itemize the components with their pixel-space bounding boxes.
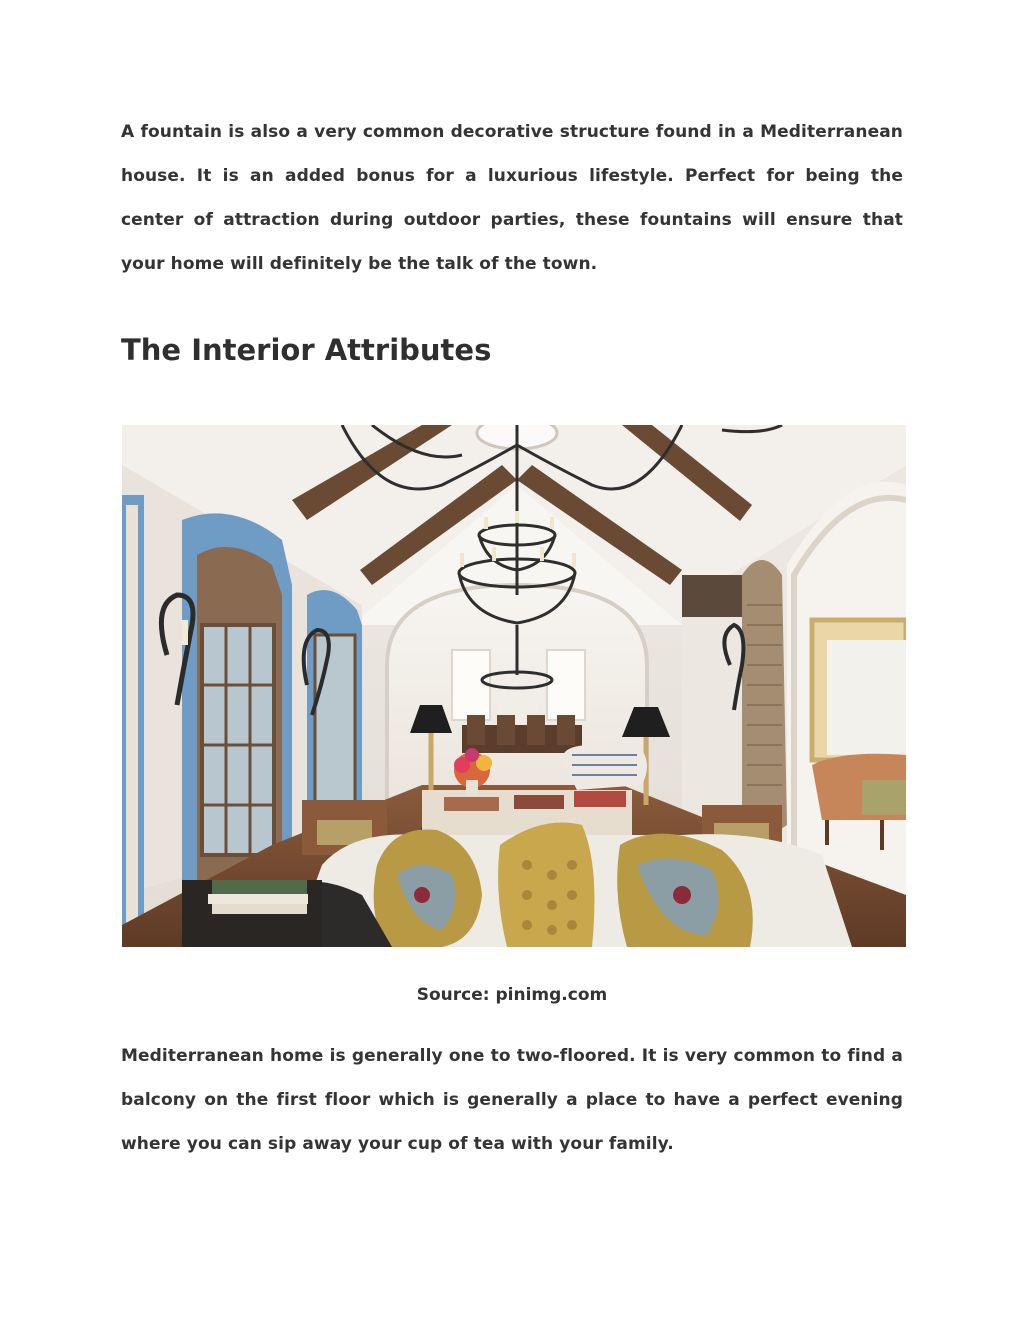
body-paragraph: Mediterranean home is generally one to two-floored. It is very common to find a balcony on the first floor which is generally a place to have a perfect evening where you can sip away your cup of tea with your family. [121, 1046, 903, 1154]
interior-photo [122, 425, 906, 947]
section-heading: The Interior Attributes [121, 333, 492, 367]
intro-paragraph: A fountain is also a very common decorative structure found in a Mediterranean house. It is an added bonus for a luxurious lifestyle. Perfect for being the center of attraction during outdoor parties, these fountains will ensure that your home will definitely be the talk of the town. [121, 122, 903, 274]
image-caption: Source: pinimg.com [416, 985, 608, 1005]
